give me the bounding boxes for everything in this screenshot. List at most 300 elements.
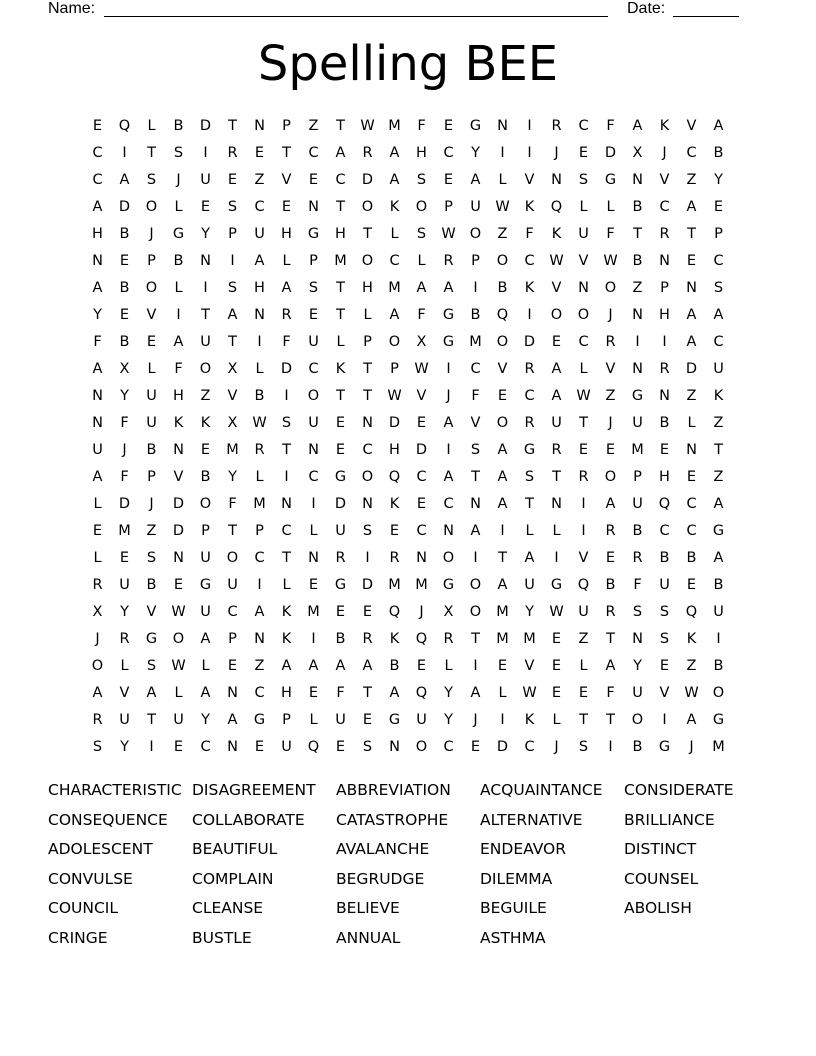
grid-letter[interactable]: P — [228, 631, 237, 647]
grid-letter[interactable]: T — [606, 631, 615, 647]
grid-letter[interactable]: W — [171, 604, 186, 620]
grid-letter[interactable]: G — [388, 712, 401, 728]
grid-letter[interactable]: Z — [254, 172, 265, 188]
grid-letter[interactable]: O — [604, 469, 617, 485]
grid-letter[interactable]: L — [309, 523, 318, 539]
grid-letter[interactable]: L — [147, 118, 156, 134]
grid-letter[interactable]: K — [659, 118, 670, 134]
grid-letter[interactable]: A — [551, 361, 562, 377]
grid-letter[interactable]: Q — [685, 604, 698, 620]
grid-letter[interactable]: A — [227, 307, 238, 323]
grid-letter[interactable]: L — [120, 658, 129, 674]
grid-letter[interactable]: A — [686, 712, 697, 728]
grid-letter[interactable]: L — [282, 577, 291, 593]
grid-letter[interactable]: S — [632, 604, 643, 620]
grid-letter[interactable]: J — [176, 172, 181, 188]
grid-letter[interactable]: X — [227, 415, 238, 431]
grid-letter[interactable]: N — [173, 442, 184, 458]
grid-letter[interactable]: Z — [686, 388, 697, 404]
grid-letter[interactable]: U — [632, 685, 643, 701]
grid-letter[interactable]: T — [363, 685, 372, 701]
grid-letter[interactable]: W — [252, 415, 267, 431]
grid-letter[interactable]: N — [389, 739, 400, 755]
grid-letter[interactable]: W — [576, 388, 591, 404]
grid-letter[interactable]: N — [551, 172, 562, 188]
grid-letter[interactable]: Z — [146, 523, 157, 539]
grid-letter[interactable]: I — [473, 658, 478, 674]
grid-letter[interactable]: N — [362, 496, 373, 512]
grid-letter[interactable]: E — [686, 253, 697, 269]
grid-letter[interactable]: T — [228, 118, 237, 134]
grid-letter[interactable]: G — [550, 577, 563, 593]
grid-letter[interactable]: N — [632, 631, 643, 647]
grid-letter[interactable]: N — [227, 685, 238, 701]
grid-letter[interactable]: C — [200, 739, 211, 755]
grid-letter[interactable]: T — [525, 496, 534, 512]
grid-letter[interactable]: I — [365, 550, 370, 566]
grid-letter[interactable]: I — [608, 739, 613, 755]
grid-letter[interactable]: B — [200, 469, 211, 485]
grid-letter[interactable]: Z — [686, 172, 697, 188]
grid-letter[interactable]: Z — [686, 658, 697, 674]
grid-letter[interactable]: T — [282, 145, 291, 161]
grid-letter[interactable]: K — [281, 631, 292, 647]
grid-letter[interactable]: F — [606, 118, 615, 134]
grid-letter[interactable]: L — [552, 712, 561, 728]
grid-letter[interactable]: N — [92, 388, 103, 404]
grid-letter[interactable]: S — [416, 172, 427, 188]
grid-letter[interactable]: T — [498, 550, 507, 566]
grid-letter[interactable]: C — [443, 496, 454, 512]
grid-letter[interactable]: Y — [120, 388, 129, 404]
grid-letter[interactable]: M — [712, 739, 725, 755]
grid-letter[interactable]: D — [118, 199, 131, 215]
grid-letter[interactable]: U — [92, 442, 103, 458]
grid-letter[interactable]: E — [578, 442, 589, 458]
grid-letter[interactable]: X — [632, 145, 643, 161]
grid-letter[interactable]: C — [254, 550, 265, 566]
grid-letter[interactable]: O — [415, 739, 428, 755]
grid-letter[interactable]: B — [146, 442, 157, 458]
grid-letter[interactable]: I — [581, 496, 586, 512]
grid-letter[interactable]: L — [174, 199, 183, 215]
grid-letter[interactable]: Y — [120, 739, 129, 755]
grid-letter[interactable]: O — [469, 604, 482, 620]
grid-letter[interactable]: C — [362, 442, 373, 458]
grid-letter[interactable]: Y — [471, 145, 480, 161]
grid-letter[interactable]: C — [92, 172, 103, 188]
grid-letter[interactable]: A — [713, 550, 724, 566]
grid-letter[interactable]: E — [497, 388, 508, 404]
grid-letter[interactable]: Z — [713, 469, 724, 485]
grid-letter[interactable]: N — [308, 442, 319, 458]
grid-letter[interactable]: S — [470, 442, 481, 458]
grid-letter[interactable]: N — [92, 415, 103, 431]
grid-letter[interactable]: A — [713, 496, 724, 512]
grid-letter[interactable]: M — [307, 604, 320, 620]
grid-letter[interactable]: A — [92, 685, 103, 701]
grid-letter[interactable]: U — [227, 577, 238, 593]
grid-letter[interactable]: Q — [415, 631, 428, 647]
grid-letter[interactable]: H — [281, 226, 292, 242]
grid-letter[interactable]: K — [551, 226, 562, 242]
grid-letter[interactable]: N — [308, 550, 319, 566]
grid-letter[interactable]: N — [92, 253, 103, 269]
grid-letter[interactable]: G — [253, 712, 266, 728]
grid-letter[interactable]: A — [686, 199, 697, 215]
grid-letter[interactable]: E — [416, 658, 427, 674]
grid-letter[interactable]: E — [92, 523, 103, 539]
grid-letter[interactable]: E — [551, 334, 562, 350]
grid-letter[interactable]: V — [146, 604, 157, 620]
grid-letter[interactable]: E — [605, 442, 616, 458]
grid-letter[interactable]: V — [659, 685, 670, 701]
grid-letter[interactable]: N — [254, 307, 265, 323]
grid-letter[interactable]: T — [147, 145, 156, 161]
grid-letter[interactable]: K — [524, 199, 535, 215]
grid-letter[interactable]: B — [659, 550, 670, 566]
grid-letter[interactable]: C — [308, 469, 319, 485]
grid-letter[interactable]: M — [523, 631, 536, 647]
grid-letter[interactable]: O — [577, 307, 590, 323]
grid-letter[interactable]: F — [120, 469, 129, 485]
grid-letter[interactable]: E — [362, 712, 373, 728]
grid-letter[interactable]: V — [497, 361, 508, 377]
grid-letter[interactable]: C — [308, 145, 319, 161]
grid-letter[interactable]: I — [122, 145, 127, 161]
grid-letter[interactable]: B — [686, 550, 697, 566]
grid-letter[interactable]: N — [632, 361, 643, 377]
grid-letter[interactable]: L — [417, 253, 426, 269]
grid-letter[interactable]: D — [604, 145, 617, 161]
grid-letter[interactable]: O — [361, 469, 374, 485]
grid-letter[interactable]: K — [686, 631, 697, 647]
grid-letter[interactable]: E — [551, 631, 562, 647]
grid-letter[interactable]: L — [93, 496, 102, 512]
grid-letter[interactable]: J — [473, 712, 478, 728]
grid-letter[interactable]: R — [335, 550, 346, 566]
grid-letter[interactable]: K — [389, 199, 400, 215]
grid-letter[interactable]: E — [146, 334, 157, 350]
grid-letter[interactable]: D — [361, 577, 374, 593]
grid-letter[interactable]: H — [335, 226, 346, 242]
grid-letter[interactable]: V — [281, 172, 292, 188]
grid-letter[interactable]: C — [335, 172, 346, 188]
grid-letter[interactable]: J — [95, 631, 100, 647]
grid-letter[interactable]: R — [281, 307, 292, 323]
grid-letter[interactable]: W — [360, 118, 375, 134]
grid-letter[interactable]: N — [443, 523, 454, 539]
grid-letter[interactable]: S — [173, 145, 184, 161]
grid-letter[interactable]: Z — [632, 280, 643, 296]
grid-letter[interactable]: C — [416, 523, 427, 539]
grid-letter[interactable]: B — [632, 739, 643, 755]
grid-letter[interactable]: A — [389, 172, 400, 188]
grid-letter[interactable]: B — [119, 334, 130, 350]
grid-letter[interactable]: O — [415, 199, 428, 215]
grid-letter[interactable]: C — [659, 523, 670, 539]
grid-letter[interactable]: J — [554, 145, 559, 161]
grid-letter[interactable]: A — [524, 550, 535, 566]
grid-letter[interactable]: C — [686, 523, 697, 539]
grid-letter[interactable]: C — [713, 253, 724, 269]
grid-letter[interactable]: A — [713, 307, 724, 323]
grid-letter[interactable]: O — [496, 253, 509, 269]
grid-letter[interactable]: T — [336, 118, 345, 134]
grid-letter[interactable]: S — [713, 280, 724, 296]
grid-letter[interactable]: G — [145, 631, 158, 647]
grid-letter[interactable]: R — [92, 712, 103, 728]
grid-letter[interactable]: T — [336, 280, 345, 296]
grid-letter[interactable]: O — [226, 550, 239, 566]
grid-letter[interactable]: T — [147, 712, 156, 728]
grid-letter[interactable]: I — [554, 550, 559, 566]
grid-letter[interactable]: M — [388, 118, 401, 134]
grid-letter[interactable]: U — [308, 415, 319, 431]
grid-letter[interactable]: A — [551, 388, 562, 404]
grid-letter[interactable]: I — [635, 334, 640, 350]
grid-letter[interactable]: Y — [444, 685, 453, 701]
grid-letter[interactable]: O — [388, 334, 401, 350]
grid-letter[interactable]: I — [662, 712, 667, 728]
grid-letter[interactable]: E — [119, 307, 130, 323]
grid-letter[interactable]: R — [659, 226, 670, 242]
grid-letter[interactable]: I — [284, 388, 289, 404]
grid-letter[interactable]: S — [92, 739, 103, 755]
grid-letter[interactable]: R — [659, 361, 670, 377]
grid-letter[interactable]: A — [443, 280, 454, 296]
grid-letter[interactable]: A — [254, 253, 265, 269]
grid-letter[interactable]: X — [119, 361, 130, 377]
grid-letter[interactable]: F — [525, 226, 534, 242]
grid-letter[interactable]: K — [389, 496, 400, 512]
grid-letter[interactable]: E — [659, 442, 670, 458]
grid-letter[interactable]: G — [442, 307, 455, 323]
grid-letter[interactable]: E — [308, 577, 319, 593]
grid-letter[interactable]: E — [659, 658, 670, 674]
grid-letter[interactable]: T — [363, 361, 372, 377]
grid-letter[interactable]: L — [444, 658, 453, 674]
grid-letter[interactable]: D — [415, 442, 428, 458]
grid-letter[interactable]: O — [145, 199, 158, 215]
grid-letter[interactable]: N — [686, 280, 697, 296]
grid-letter[interactable]: U — [119, 712, 130, 728]
grid-letter[interactable]: U — [308, 334, 319, 350]
grid-letter[interactable]: E — [335, 739, 346, 755]
grid-letter[interactable]: R — [443, 631, 454, 647]
grid-letter[interactable]: J — [446, 388, 451, 404]
grid-letter[interactable]: G — [631, 388, 644, 404]
grid-letter[interactable]: N — [659, 388, 670, 404]
grid-letter[interactable]: P — [282, 712, 291, 728]
grid-letter[interactable]: X — [443, 604, 454, 620]
grid-letter[interactable]: G — [604, 172, 617, 188]
grid-letter[interactable]: S — [308, 280, 319, 296]
grid-letter[interactable]: A — [497, 469, 508, 485]
grid-letter[interactable]: U — [632, 496, 643, 512]
grid-letter[interactable]: E — [200, 442, 211, 458]
grid-letter[interactable]: P — [444, 199, 453, 215]
grid-letter[interactable]: R — [362, 145, 373, 161]
grid-letter[interactable]: A — [92, 361, 103, 377]
grid-letter[interactable]: F — [606, 226, 615, 242]
grid-letter[interactable]: L — [336, 334, 345, 350]
grid-letter[interactable]: N — [659, 253, 670, 269]
grid-letter[interactable]: V — [551, 280, 562, 296]
grid-letter[interactable]: N — [497, 118, 508, 134]
grid-letter[interactable]: O — [361, 199, 374, 215]
grid-letter[interactable]: U — [200, 172, 211, 188]
grid-letter[interactable]: I — [230, 253, 235, 269]
grid-letter[interactable]: L — [255, 361, 264, 377]
grid-letter[interactable]: I — [203, 145, 208, 161]
grid-letter[interactable]: C — [227, 604, 238, 620]
grid-letter[interactable]: P — [201, 523, 210, 539]
grid-letter[interactable]: V — [524, 172, 535, 188]
grid-letter[interactable]: C — [713, 334, 724, 350]
grid-letter[interactable]: N — [308, 199, 319, 215]
grid-letter[interactable]: C — [443, 739, 454, 755]
grid-letter[interactable]: C — [524, 739, 535, 755]
grid-letter[interactable]: R — [227, 145, 238, 161]
grid-letter[interactable]: U — [200, 334, 211, 350]
grid-letter[interactable]: I — [500, 145, 505, 161]
grid-letter[interactable]: O — [307, 388, 320, 404]
grid-letter[interactable]: L — [579, 658, 588, 674]
name-field[interactable] — [104, 0, 608, 17]
grid-letter[interactable]: E — [551, 685, 562, 701]
grid-letter[interactable]: G — [334, 469, 347, 485]
grid-letter[interactable]: Y — [525, 604, 534, 620]
grid-letter[interactable]: O — [91, 658, 104, 674]
grid-letter[interactable]: F — [633, 577, 642, 593]
grid-letter[interactable]: C — [578, 334, 589, 350]
grid-letter[interactable]: C — [92, 145, 103, 161]
grid-letter[interactable]: B — [605, 577, 616, 593]
grid-letter[interactable]: E — [551, 658, 562, 674]
grid-letter[interactable]: M — [226, 442, 239, 458]
grid-letter[interactable]: U — [551, 415, 562, 431]
grid-letter[interactable]: L — [525, 523, 534, 539]
grid-letter[interactable]: U — [416, 712, 427, 728]
grid-letter[interactable]: E — [686, 577, 697, 593]
grid-letter[interactable]: U — [524, 577, 535, 593]
grid-letter[interactable]: W — [522, 685, 537, 701]
grid-letter[interactable]: L — [282, 253, 291, 269]
grid-letter[interactable]: R — [119, 631, 130, 647]
grid-letter[interactable]: E — [335, 442, 346, 458]
grid-letter[interactable]: C — [416, 469, 427, 485]
grid-letter[interactable]: U — [578, 226, 589, 242]
grid-letter[interactable]: R — [578, 469, 589, 485]
grid-letter[interactable]: E — [119, 253, 130, 269]
grid-letter[interactable]: A — [389, 307, 400, 323]
grid-letter[interactable]: E — [335, 415, 346, 431]
grid-letter[interactable]: O — [469, 577, 482, 593]
grid-letter[interactable]: O — [469, 226, 482, 242]
grid-letter[interactable]: G — [307, 226, 320, 242]
grid-letter[interactable]: E — [686, 469, 697, 485]
grid-letter[interactable]: F — [174, 361, 183, 377]
grid-letter[interactable]: I — [149, 739, 154, 755]
grid-letter[interactable]: D — [172, 523, 185, 539]
grid-letter[interactable]: A — [281, 658, 292, 674]
grid-letter[interactable]: N — [227, 739, 238, 755]
grid-letter[interactable]: H — [659, 469, 670, 485]
grid-letter[interactable]: N — [200, 253, 211, 269]
grid-letter[interactable]: O — [361, 253, 374, 269]
grid-letter[interactable]: U — [659, 577, 670, 593]
grid-letter[interactable]: Q — [577, 577, 590, 593]
grid-letter[interactable]: L — [255, 469, 264, 485]
grid-letter[interactable]: E — [227, 658, 238, 674]
grid-letter[interactable]: R — [362, 631, 373, 647]
grid-letter[interactable]: E — [173, 739, 184, 755]
grid-letter[interactable]: T — [471, 631, 480, 647]
grid-letter[interactable]: D — [361, 172, 374, 188]
grid-letter[interactable]: S — [578, 172, 589, 188]
grid-letter[interactable]: I — [527, 307, 532, 323]
grid-letter[interactable]: T — [336, 199, 345, 215]
grid-letter[interactable]: I — [473, 550, 478, 566]
grid-letter[interactable]: A — [605, 496, 616, 512]
grid-letter[interactable]: P — [309, 253, 318, 269]
grid-letter[interactable]: I — [257, 334, 262, 350]
grid-letter[interactable]: A — [416, 280, 427, 296]
grid-letter[interactable]: N — [551, 496, 562, 512]
grid-letter[interactable]: V — [119, 685, 130, 701]
grid-letter[interactable]: N — [632, 172, 643, 188]
grid-letter[interactable]: S — [659, 604, 670, 620]
grid-letter[interactable]: H — [389, 442, 400, 458]
grid-letter[interactable]: V — [605, 361, 616, 377]
grid-letter[interactable]: B — [254, 388, 265, 404]
grid-letter[interactable]: E — [92, 118, 103, 134]
grid-letter[interactable]: U — [173, 712, 184, 728]
grid-letter[interactable]: T — [201, 307, 210, 323]
grid-letter[interactable]: P — [147, 469, 156, 485]
grid-letter[interactable]: M — [415, 577, 428, 593]
grid-letter[interactable]: M — [388, 577, 401, 593]
grid-letter[interactable]: D — [280, 361, 293, 377]
grid-letter[interactable]: B — [173, 118, 184, 134]
grid-letter[interactable]: X — [416, 334, 427, 350]
grid-letter[interactable]: O — [172, 631, 185, 647]
grid-letter[interactable]: P — [147, 253, 156, 269]
grid-letter[interactable]: I — [446, 361, 451, 377]
grid-letter[interactable]: I — [500, 523, 505, 539]
grid-letter[interactable]: T — [471, 469, 480, 485]
grid-letter[interactable]: D — [118, 496, 131, 512]
grid-letter[interactable]: M — [496, 631, 509, 647]
grid-letter[interactable]: Q — [118, 118, 131, 134]
grid-letter[interactable]: C — [659, 199, 670, 215]
grid-letter[interactable]: E — [119, 550, 130, 566]
grid-letter[interactable]: M — [253, 496, 266, 512]
grid-letter[interactable]: B — [119, 226, 130, 242]
grid-letter[interactable]: B — [632, 199, 643, 215]
grid-letter[interactable]: L — [93, 550, 102, 566]
grid-letter[interactable]: R — [605, 523, 616, 539]
grid-letter[interactable]: S — [524, 469, 535, 485]
grid-letter[interactable]: G — [442, 577, 455, 593]
grid-letter[interactable]: E — [578, 685, 589, 701]
grid-letter[interactable]: W — [414, 361, 429, 377]
grid-letter[interactable]: B — [470, 307, 481, 323]
grid-letter[interactable]: E — [416, 415, 427, 431]
grid-letter[interactable]: I — [581, 523, 586, 539]
grid-letter[interactable]: L — [201, 658, 210, 674]
